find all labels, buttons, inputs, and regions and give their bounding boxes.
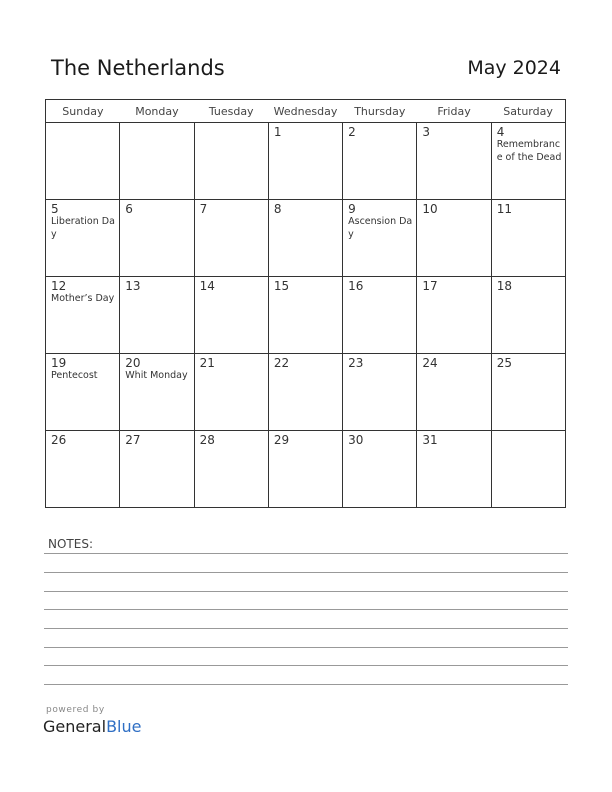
day-number: 2: [348, 125, 356, 139]
day-number: 28: [199, 433, 215, 447]
notes-line: [44, 572, 568, 573]
day-cell: [46, 200, 120, 277]
day-cell: [491, 354, 565, 431]
day-number: 3: [422, 125, 431, 139]
day-number: 17: [422, 279, 438, 293]
holiday-label: Pentecost: [51, 370, 98, 381]
day-cell: [120, 123, 194, 200]
day-number: 14: [199, 279, 215, 293]
day-cell: [343, 354, 417, 431]
notes-label: NOTES:: [48, 537, 93, 551]
notes-line: [44, 684, 568, 685]
brand-logo-part-blue: Blue: [106, 717, 142, 736]
day-number: 22: [273, 356, 290, 370]
day-number: 4: [496, 125, 505, 139]
weekday-header: Friday: [417, 100, 491, 123]
day-cell: [343, 123, 417, 200]
day-cell: [46, 277, 120, 354]
day-cell: [417, 277, 491, 354]
day-number: 5: [51, 202, 59, 216]
day-cell: [120, 200, 194, 277]
day-number: 27: [125, 433, 141, 447]
day-cell: [194, 200, 268, 277]
day-cell: [491, 123, 565, 200]
day-number: 23: [348, 356, 364, 370]
weekday-header: Thursday: [343, 100, 417, 123]
day-cell: [194, 431, 268, 508]
day-cell: [268, 123, 342, 200]
day-cell: [46, 431, 120, 508]
calendar-month-title: May 2024: [467, 57, 561, 79]
day-cell: [268, 200, 342, 277]
calendar-grid: [45, 99, 566, 508]
weekday-header: Saturday: [491, 100, 565, 123]
weekday-header: Sunday: [46, 100, 120, 123]
day-cell: [268, 277, 342, 354]
weekday-header: Monday: [120, 100, 194, 123]
day-number: 10: [422, 202, 438, 216]
day-cell: [491, 431, 565, 508]
day-cell: [268, 431, 342, 508]
notes-line: [44, 628, 568, 629]
notes-line: [44, 647, 568, 648]
day-cell: [268, 354, 342, 431]
day-cell: [417, 431, 491, 508]
day-cell: [194, 123, 268, 200]
week-row: [46, 123, 566, 200]
day-number: 25: [496, 356, 512, 370]
day-number: 26: [51, 433, 67, 447]
holiday-label: Mother’s Day: [51, 293, 115, 304]
holiday-label: Liberation Day: [51, 216, 115, 240]
day-number: 24: [422, 356, 438, 370]
weekday-header-row: [46, 100, 566, 123]
weekday-header: Tuesday: [194, 100, 268, 123]
day-cell: [120, 431, 194, 508]
holiday-label: Ascension Day: [348, 216, 413, 240]
brand-logo[interactable]: [43, 717, 141, 736]
day-number: 15: [273, 279, 290, 293]
week-row: [46, 200, 566, 277]
day-number: 21: [199, 356, 215, 370]
notes-line: [44, 553, 568, 554]
holiday-label: Whit Monday: [125, 370, 188, 381]
day-cell: [120, 277, 194, 354]
day-number: 30: [348, 433, 364, 447]
brand-logo-part-general: General: [43, 717, 107, 736]
calendar-country-title: The Netherlands: [51, 56, 225, 80]
day-cell: [491, 277, 565, 354]
day-cell: [417, 354, 491, 431]
day-number: 29: [273, 433, 290, 447]
day-cell: [343, 431, 417, 508]
day-number: 13: [125, 279, 141, 293]
weekday-header: Wednesday: [268, 100, 342, 123]
day-number: 8: [273, 202, 282, 216]
day-number: 19: [51, 356, 67, 370]
notes-line: [44, 591, 568, 592]
day-cell: [417, 123, 491, 200]
day-cell: [46, 354, 120, 431]
week-row: [46, 277, 566, 354]
holiday-label: Remembrance of the Dead: [496, 139, 562, 163]
day-cell: [46, 123, 120, 200]
day-cell: [194, 354, 268, 431]
day-number: 6: [125, 202, 133, 216]
day-cell: [120, 354, 194, 431]
day-number: 18: [496, 279, 512, 293]
day-cell: [343, 277, 417, 354]
powered-by-text: powered by: [46, 705, 105, 715]
day-number: 7: [199, 202, 208, 216]
week-row: [46, 431, 566, 508]
day-number: 11: [496, 202, 512, 216]
day-cell: [491, 200, 565, 277]
day-cell: [417, 200, 491, 277]
day-number: 9: [348, 202, 356, 216]
week-row: [46, 354, 566, 431]
day-number: 20: [125, 356, 141, 370]
notes-line: [44, 609, 568, 610]
day-number: 12: [51, 279, 67, 293]
day-number: 1: [273, 125, 282, 139]
day-cell: [343, 200, 417, 277]
notes-line: [44, 665, 568, 666]
day-cell: [194, 277, 268, 354]
day-number: 16: [348, 279, 364, 293]
day-number: 31: [422, 433, 438, 447]
